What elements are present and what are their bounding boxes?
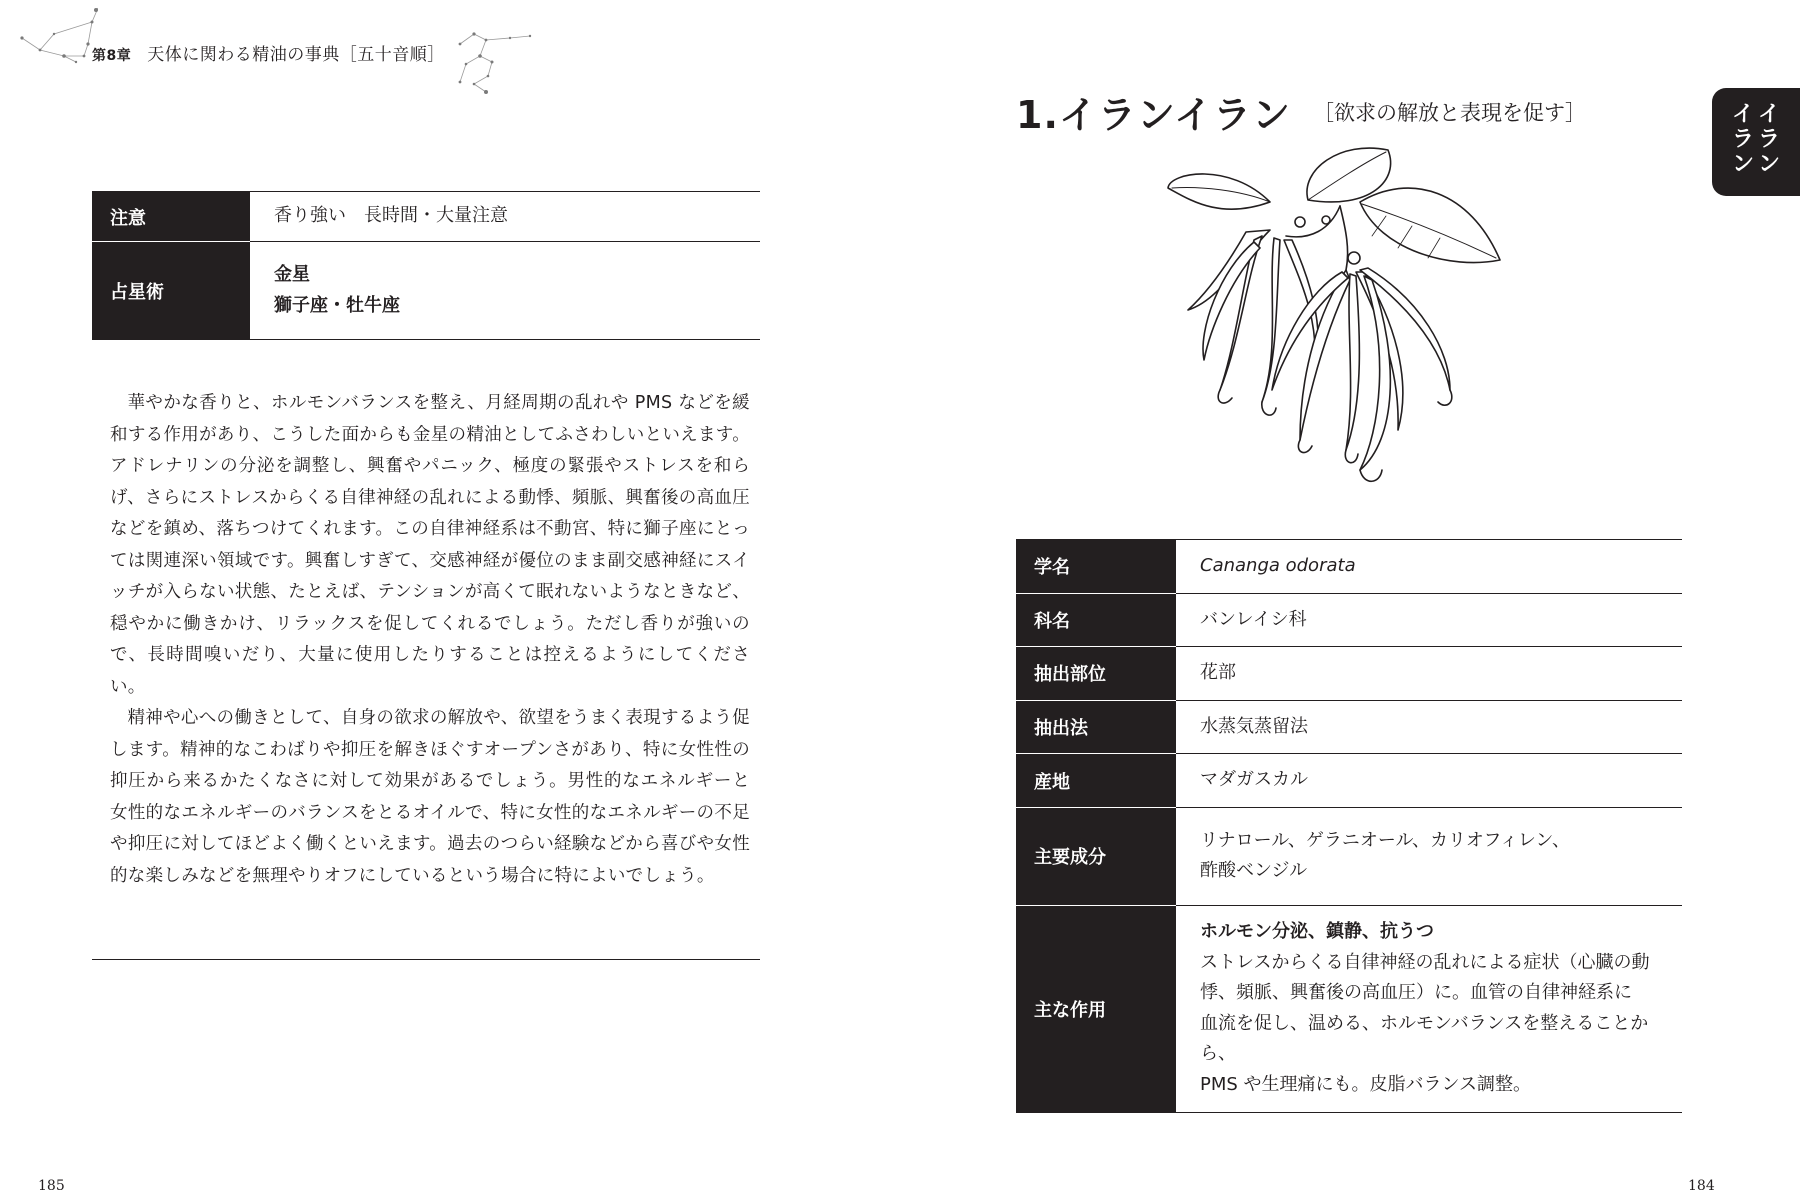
actions-line: 血流を促し、温める、ホルモンバランスを整えることから、 (1200, 1012, 1649, 1065)
components-line: 酢酸ベンジル (1200, 860, 1308, 882)
ylang-ylang-illustration (1150, 140, 1530, 520)
components-label: 主要成分 (1016, 807, 1176, 905)
body-text (110, 388, 750, 892)
actions-label: 主な作用 (1016, 905, 1176, 1112)
index-tab (1712, 88, 1800, 196)
table-row (1016, 593, 1682, 647)
oil-name: 1.イランイラン (1016, 93, 1291, 137)
table-row (1016, 905, 1682, 1112)
scientific-name-label: 学名 (1016, 540, 1176, 594)
actions-line: ストレスからくる自律神経の乱れによる症状（心臓の動 (1200, 951, 1650, 973)
components-line: リナロール、ゲラニオール、カリオフィレン、 (1200, 829, 1570, 851)
components-value (1176, 807, 1682, 905)
tab-char: ン (1757, 152, 1780, 177)
table-row (92, 242, 760, 340)
caution-label: 注意 (92, 192, 250, 242)
table-row (1016, 700, 1682, 754)
astrology-planet: 金星 (274, 263, 310, 285)
origin-label: 産地 (1016, 754, 1176, 808)
actions-value (1176, 905, 1682, 1112)
constellation-icon (452, 22, 532, 98)
astrology-label: 占星術 (92, 242, 250, 340)
page-title (1016, 84, 1586, 139)
actions-line: PMS や生理痛にも。皮脂バランス調整。 (1200, 1073, 1531, 1095)
tab-char: ン (1731, 152, 1754, 177)
table-row (1016, 754, 1682, 808)
method-label: 抽出法 (1016, 700, 1176, 754)
table-row (1016, 647, 1682, 701)
tab-char: イ (1731, 102, 1754, 127)
part-label: 抽出部位 (1016, 647, 1176, 701)
oil-data-table (1016, 539, 1682, 1113)
right-page (900, 0, 1800, 1200)
chapter-header (92, 40, 445, 65)
actions-headline: ホルモン分泌、鎮静、抗うつ (1200, 920, 1434, 942)
origin-value: マダガスカル (1176, 754, 1682, 808)
chapter-number: 第8章 (92, 48, 132, 64)
scientific-name-value: Cananga odorata (1176, 540, 1682, 594)
actions-line: 悸、頻脈、興奮後の高血圧）に。血管の自律神経系に (1200, 982, 1632, 1004)
oil-subtitle: ［欲求の解放と表現を促す］ (1312, 101, 1586, 125)
table-row (92, 192, 760, 242)
tab-char: ラ (1731, 127, 1754, 152)
family-label: 科名 (1016, 593, 1176, 647)
constellation-icon (14, 4, 98, 68)
caution-value: 香り強い 長時間・大量注意 (250, 192, 760, 242)
page-number: 184 (1688, 1178, 1715, 1194)
chapter-title: 天体に関わる精油の事典［五十音順］ (147, 45, 445, 65)
table-row (1016, 540, 1682, 594)
divider (92, 959, 760, 960)
paragraph: 華やかな香りと、ホルモンバランスを整え、月経周期の乱れや PMS などを緩和する作用があり、こうした面からも金星の精油としてふさわしいといえます。アドレナリンの分泌を調整し、興奮やパニック、極度の緊張やストレスを和らげ、さらにストレスからくる自律神経の乱れによる動悸、頻脈、興奮後の高血圧などを鎮め、落ちつけてくれます。この自律神経系は不動宮、特に獅子座にとっては関連深い領域です。興奮しすぎて、交感神経が優位のまま副交感神経にスイッチが入らない状態、たとえば、テンションが高くて眠れないようなときなど、穏やかに働きかけ、リラックスを促してくれるでしょう。ただし香りが強いので、長時間嗅いだり、大量に使用したりすることは控えるようにしてください。 (110, 393, 750, 697)
caution-table (92, 191, 760, 340)
paragraph: 精神や心への働きとして、自身の欲求の解放や、欲望をうまく表現するよう促します。精神的なこわばりや抑圧を解きほぐすオープンさがあり、特に女性性の抑圧から来るかたくなさに対して効果があるでしょう。男性的なエネルギーと女性的なエネルギーのバランスをとるオイルで、特に女性的なエネルギーの不足や抑圧に対してほどよく働くといえます。過去のつらい経験などから喜びや女性的な楽しみなどを無理やりオフにしているという場合に特によいでしょう。 (110, 708, 750, 886)
astrology-value (250, 242, 760, 340)
table-row (1016, 807, 1682, 905)
page-number: 185 (38, 1178, 65, 1194)
family-value: バンレイシ科 (1176, 593, 1682, 647)
tab-char: イ (1757, 102, 1780, 127)
tab-char: ラ (1757, 127, 1780, 152)
method-value: 水蒸気蒸留法 (1176, 700, 1682, 754)
astrology-signs: 獅子座・牡牛座 (274, 294, 400, 316)
part-value: 花部 (1176, 647, 1682, 701)
